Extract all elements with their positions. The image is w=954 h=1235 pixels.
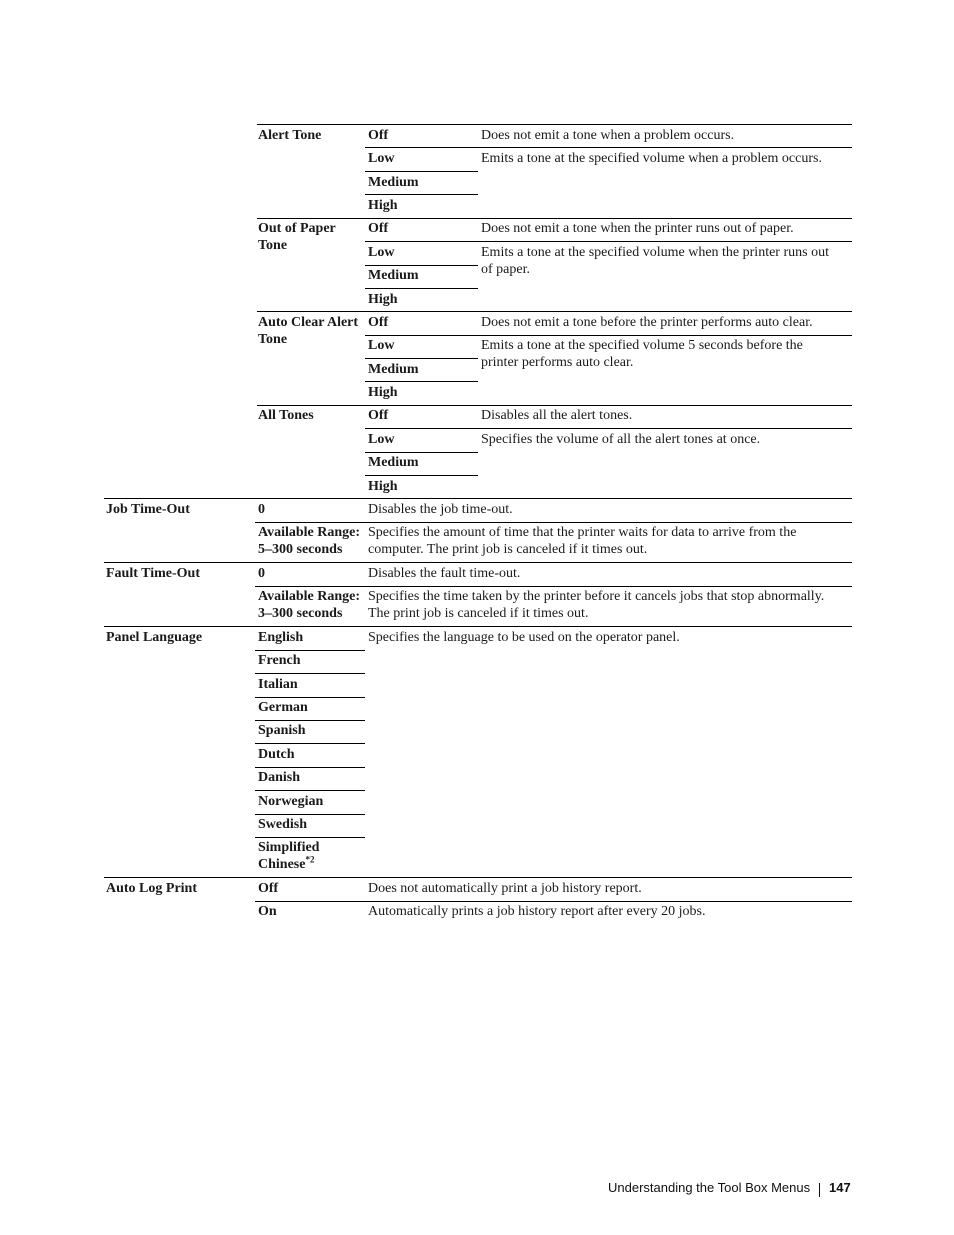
option-medium: Medium (368, 175, 419, 190)
option-description: Specifies the volume of all the alert tones at once. (481, 432, 761, 447)
footnote-marker: *2 (305, 854, 315, 865)
language-option (258, 856, 314, 873)
option-description: Automatically prints a job history report after every 20 jobs. (368, 904, 706, 919)
option-low: Low (368, 151, 395, 166)
language-option: Spanish (258, 723, 306, 738)
language-option: Dutch (258, 747, 295, 762)
option-description: Does not emit a tone when a problem occurs. (481, 128, 735, 143)
row-divider (255, 767, 365, 768)
row-divider (104, 877, 852, 878)
row-divider (365, 358, 478, 359)
setting-label-auto-clear-alert-tone: Auto Clear Alert (258, 315, 359, 330)
row-divider (365, 452, 478, 453)
language-option-text: Chinese (258, 857, 306, 872)
row-divider (365, 147, 852, 148)
row-divider (104, 626, 852, 627)
language-option: Italian (258, 677, 298, 692)
language-option: English (258, 630, 304, 645)
row-divider (255, 697, 365, 698)
option-off: Off (368, 408, 389, 423)
option-available-range: Available Range: (258, 525, 361, 540)
option-description: of paper. (481, 262, 530, 277)
setting-label-all-tones: All Tones (258, 408, 314, 423)
row-divider (255, 522, 852, 523)
row-divider (365, 381, 478, 382)
row-divider (255, 837, 365, 838)
option-available-range: Available Range: (258, 589, 361, 604)
option-description: Does not emit a tone before the printer performs auto clear. (481, 315, 813, 330)
language-option: Norwegian (258, 794, 324, 809)
option-off: Off (258, 881, 279, 896)
row-divider (257, 405, 852, 406)
option-off: Off (368, 221, 389, 236)
option-zero: 0 (258, 566, 265, 581)
option-off: Off (368, 315, 389, 330)
option-description: Specifies the language to be used on the operator panel. (368, 630, 680, 645)
language-option: German (258, 700, 308, 715)
option-medium: Medium (368, 362, 419, 377)
option-medium: Medium (368, 268, 419, 283)
option-low: Low (368, 338, 395, 353)
language-option: Danish (258, 770, 301, 785)
language-option: French (258, 653, 301, 668)
menu-label-auto-log-print: Auto Log Print (106, 881, 197, 896)
option-description: Emits a tone at the specified volume when the printer runs out (481, 245, 829, 260)
row-divider (365, 194, 478, 195)
option-description: Does not automatically print a job history report. (368, 881, 642, 896)
row-divider (257, 124, 852, 125)
row-divider (255, 790, 365, 791)
row-divider (255, 901, 852, 902)
menu-label-job-time-out: Job Time-Out (106, 502, 190, 517)
option-description: Specifies the time taken by the printer before it cancels jobs that stop abnormally. (368, 589, 825, 604)
row-divider (255, 743, 365, 744)
option-high: High (368, 479, 398, 494)
option-low: Low (368, 245, 395, 260)
footer-section-title: Understanding the Tool Box Menus (608, 1180, 811, 1195)
row-divider (365, 475, 478, 476)
option-description: Does not emit a tone when the printer runs out of paper. (481, 221, 794, 236)
option-description: computer. The print job is canceled if it times out. (368, 542, 648, 557)
option-description: The print job is canceled if it times out. (368, 606, 589, 621)
row-divider (365, 265, 478, 266)
row-divider (365, 241, 852, 242)
option-description: Emits a tone at the specified volume 5 seconds before the (481, 338, 803, 353)
option-description: printer performs auto clear. (481, 355, 634, 370)
menu-label-panel-language: Panel Language (106, 630, 203, 645)
option-description: Specifies the amount of time that the printer waits for data to arrive from the (368, 525, 797, 540)
option-available-range: 3–300 seconds (258, 606, 343, 621)
row-divider (104, 562, 852, 563)
setting-label-auto-clear-alert-tone: Tone (258, 332, 288, 347)
option-medium: Medium (368, 455, 419, 470)
row-divider (255, 650, 365, 651)
row-divider (255, 673, 365, 674)
option-available-range: 5–300 seconds (258, 542, 343, 557)
option-low: Low (368, 432, 395, 447)
row-divider (365, 428, 852, 429)
option-description: Emits a tone at the specified volume when a problem occurs. (481, 151, 822, 166)
setting-label-out-of-paper-tone: Out of Paper (258, 221, 336, 236)
option-on: On (258, 904, 277, 919)
menu-label-fault-time-out: Fault Time-Out (106, 566, 200, 581)
row-divider (257, 311, 852, 312)
option-high: High (368, 198, 398, 213)
row-divider (255, 814, 365, 815)
option-high: High (368, 292, 398, 307)
language-option: Swedish (258, 817, 308, 832)
row-divider (104, 498, 852, 499)
setting-label-alert-tone: Alert Tone (258, 128, 322, 143)
page-number: 147 (829, 1180, 851, 1195)
option-high: High (368, 385, 398, 400)
row-divider (257, 218, 852, 219)
option-off: Off (368, 128, 389, 143)
row-divider (365, 335, 852, 336)
language-option: Simplified (258, 840, 320, 855)
option-description: Disables the fault time-out. (368, 566, 521, 581)
row-divider (255, 720, 365, 721)
footer-separator (819, 1183, 820, 1197)
option-description: Disables the job time-out. (368, 502, 513, 517)
row-divider (365, 171, 478, 172)
setting-label-out-of-paper-tone: Tone (258, 238, 288, 253)
row-divider (255, 586, 852, 587)
option-description: Disables all the alert tones. (481, 408, 633, 423)
option-zero: 0 (258, 502, 265, 517)
row-divider (365, 288, 478, 289)
